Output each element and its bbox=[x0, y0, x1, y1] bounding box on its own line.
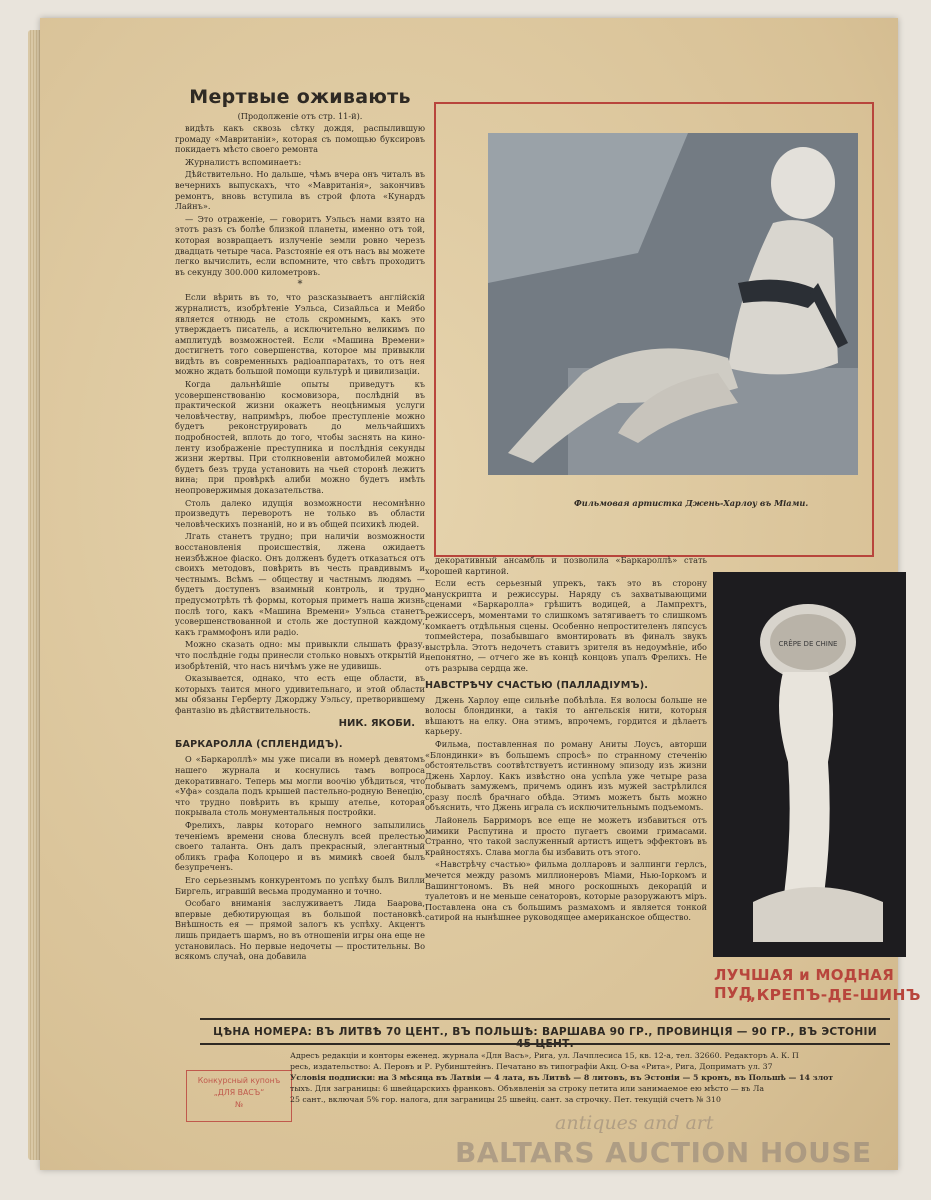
article-paragraph: Можно сказать одно: мы привыкли слышать фразу, что послѣдніе годы принесли столько новыхъ открытій и изобрѣтеній, что насъ ничѣмъ уже не удивишь. bbox=[175, 639, 425, 671]
middle-column bbox=[425, 555, 707, 925]
review-paragraph: Лайонель Барриморъ все еще не можетъ избавиться отъ мимики Распутина и просто пугаетъ своими гримасами. Странно, что такой заслуженный артистъ ищетъ эффектовъ въ крайностяхъ. Слава могла бы избавить отъ этого. bbox=[425, 815, 707, 857]
ad-brand: „КРЕПЪ-ДЕ-ШИНЪ bbox=[746, 986, 921, 1004]
powder-box-label: CRÊPE DE CHINE bbox=[778, 640, 838, 648]
review-paragraph: Фрелихъ, лавры котораго немного запылились теченіемъ времени снова блеснулъ всей прелестью своего таланта. Онъ далъ прекрасный, элегантный обликъ графа Колоцеро и въ мимикѣ своей былъ безупреченъ. bbox=[175, 820, 425, 873]
article-paragraph: видѣть какъ сквозь сѣтку дождя, распылившую громаду «Мавританіи», которая съ помощью буксировъ покидаетъ мѣсто своего ремонта bbox=[175, 123, 425, 155]
imprint-line: 25 сант., включая 5% гор. налога, для заграницы 25 швейц. сант. за строчку. Пет. текущій счетъ № 310 bbox=[290, 1095, 721, 1104]
price-line: ЦѢНА НОМЕРА: ВЪ ЛИТВѢ 70 ЦЕНТ., ВЪ ПОЛЬШѢ: ВАРШАВА 90 ГР., ПРОВИНЦІЯ — 90 ГР., ВЪ ЭСТОНІИ bbox=[213, 1026, 877, 1038]
article-signature: НИК. ЯКОБИ. bbox=[338, 718, 415, 730]
stamp-line: „ДЛЯ ВАСЪ“ bbox=[213, 1088, 265, 1097]
article-paragraph: Если вѣрить въ то, что разсказываетъ англійскій журналистъ, изобрѣтеніе Уэльса, Сизайльса и Мейбо является отнюдь не столь скромнымъ, какъ это утверждаетъ писатель, а исключительно великимъ по амплитудѣ возможностей. Если «Машина Времени» достигнетъ того совершенства, которое мы привыкли видѣть въ современныхъ радіоаппаратахъ, то отъ нея можно ждать большой помощи культурѣ и цивилизаціи. bbox=[175, 292, 425, 377]
review-paragraph: Джень Харлоу еще сильнѣе побѣлѣла. Ея волосы больше не волосы блондинки, а такія то ангельскія нити, которыя вѣшаютъ на елку. Она этимъ, впрочемъ, гордится и дѣлаетъ карьеру. bbox=[425, 694, 707, 737]
review-paragraph: «Навстрѣчу счастью» фильма долларовъ и залпинги герлсъ, мечется между разомъ миллионеровъ Міами, Нью-Іоркомъ и Вашингтономъ. Въ ней много роскошныхъ декорацій и туалетовъ и не меньше сенаторовъ, которые разоружаютъ міръ. Поставлена она съ большимъ размахомъ и является тонкой сатирой на нынѣшнее руководящее американское общество. bbox=[425, 859, 707, 923]
review-paragraph: О «Баркароллѣ» мы уже писали въ номерѣ девятомъ нашего журнала и коснулись тамъ вопроса декоративнаго. Теперь мы могли воочію убѣдиться, что «Уфа» создала подъ крышей пастельно-родную Венецію, что трудно повѣрить въ крышу ателье, которая покрывала столь монументальныя постройки. bbox=[175, 754, 425, 818]
stamp-line: № bbox=[234, 1100, 244, 1109]
footer-rule-top bbox=[200, 1018, 890, 1020]
imprint-line: тыхъ. Для заграницы: 6 швейцарскихъ франковъ. Объявленія за строку петита или занимаемое ею мѣсто — въ Ла bbox=[290, 1084, 765, 1093]
imprint-line: Условія подписки: на 3 мѣсяца въ Латвіи — 4 лата, въ Литвѣ — 8 литовъ, въ Эстоніи — 5 кронъ, въ Польшѣ — 14 злот bbox=[290, 1073, 834, 1082]
powder-ad-illustration bbox=[713, 572, 906, 957]
review-heading-navstrechu: НАВСТРѢЧУ СЧАСТЬЮ (ПАЛЛАДІУМЪ). bbox=[425, 679, 649, 691]
imprint-line: ресь, издательство: А. Перовъ и Р. Рубинштейнъ. Печатано въ типографіи Акц. О-ва «Рита», Рига, Доприматъ ул. 37 bbox=[290, 1062, 773, 1071]
watermark-tagline: antiques and art bbox=[555, 1112, 714, 1134]
article-paragraph: Когда дальнѣйшіе опыты приведутъ къ усовершенствованію космовизора, послѣдній въ практической жизни окажетъ неоцѣнимыя услуги человѣчеству, напримѣръ, любое преступленіе можно будетъ реконструировать до мельчайшихъ подробностей, вплоть до того, чтобы заснять на кино-ленту изображеніе преступника и послѣднія секунды жизни жертвы. При столкновеніи автомобилей можно будетъ безъ труда установить на чьей сторонѣ лежитъ вина; при провѣркѣ алиби можно будетъ имѣть неопровержимыя доказательства. bbox=[175, 379, 425, 495]
watermark-brand: BALTARS AUCTION HOUSE bbox=[455, 1136, 872, 1169]
actress-photo bbox=[488, 133, 858, 475]
imprint-block bbox=[290, 1050, 880, 1105]
article-column bbox=[175, 86, 425, 964]
actress-photo-illustration bbox=[488, 133, 858, 475]
review-paragraph: Его серьезнымъ конкурентомъ по успѣху былъ Вилли Биргель, игравшій весьма продуманно и точно. bbox=[175, 875, 425, 896]
stamp-line: Конкурсный купонъ bbox=[197, 1076, 281, 1085]
review-paragraph: Фильма, поставленная по роману Аниты Лоусъ, авторши «Блондинки» въ большемъ спросѣ» по странному стеченію обстоятельствъ соотвѣтствуетъ истинному эпизоду изъ жизни Джень Харлоу. Какъ извѣстно она успѣла уже четыре раза побывать замужемъ, причемъ одинъ изъ мужей застрѣлился сразу послѣ брачнаго обѣда. Этимъ можетъ быть можно объяснить, что Джень играла съ исключительнымъ подъемомъ. bbox=[425, 738, 707, 813]
footer-rule-bottom bbox=[200, 1043, 890, 1045]
review-paragraph: декоративный ансамбль и позволила «Баркароллѣ» стать хорошей картиной. bbox=[425, 555, 707, 576]
review-paragraph: Особаго вниманія заслуживаетъ Лида Баарова, впервые дебютирующая въ большой постановкѣ. Внѣшность ея — прямой залогъ къ успѣху. Акцентъ лишь придаетъ шармъ, но въ отношеніи игры она еще не установилась. Но первые недочеты — простительны. Во всякомъ случаѣ, она добавила bbox=[175, 898, 425, 962]
powder-advertisement bbox=[713, 572, 906, 957]
review-paragraph: Если есть серьезный упрекъ, такъ это въ сторону манускрипта и режиссуры. Наряду съ захватывающими сценами «Баркаролла» грѣшитъ водицей, а Лампрехтъ, режиссеръ, моментами то слишкомъ затягиваетъ то слишкомъ комкаетъ отдѣльныя сцены. Особенно непростителенъ ляпсусъ топмейстера, позабывшаго вмонтировать въ финалъ звукъ выстрѣла. Этотъ недочетъ ставитъ зрителя въ недоумѣніе, ибо непонятно, — отчего же въ концѣ концовъ упалъ Фрелихъ. Не отъ разрыва сердца же. bbox=[425, 578, 707, 673]
section-divider: * bbox=[297, 279, 303, 291]
photo-caption: Фильмовая артистка Джень-Харлоу въ Міами. bbox=[574, 498, 809, 508]
ad-slogan: ЛУЧШАЯ и МОДНАЯ ПУД bbox=[714, 966, 895, 1002]
coupon-stamp bbox=[186, 1070, 292, 1122]
article-title: Мертвые оживають bbox=[189, 86, 411, 108]
imprint-line: Адресъ редакціи и конторы еженед. журнала «Для Васъ», Рига, ул. Лачплесиса 15, кв. 12-а, тел. 32660. Редакторъ А. К. П bbox=[290, 1051, 799, 1060]
review-heading-barkarolla: БАРКАРОЛЛА (СПЛЕНДИДЪ). bbox=[175, 739, 343, 751]
article-paragraph: Дѣйствительно. Но дальше, чѣмъ вчера онъ читалъ въ вечернихъ выпускахъ, что «Мавританія», закончивъ ремонтъ, вновь вступила въ строй флота «Кунардъ Лайнъ». bbox=[175, 169, 425, 212]
article-paragraph: Журналистъ вспоминаетъ: bbox=[185, 156, 302, 167]
article-paragraph: Лгать станетъ трудно; при наличіи возможности восстановленія происшествія, лжена ожидаетъ неизбѣжное фіаско. Онъ долженъ будетъ отказаться отъ своихъ методовъ, повѣрить въ честь правдивымъ и честнымъ. Всѣмъ — обществу и частнымъ людямъ — будетъ доступенъ взаимный контроль, и трудно предусмотрѣть тѣ формы, которыя приметъ наша жизнь послѣ того, какъ «Машина Времени» Уэльса станетъ усовершенствованной и столь же доступной каждому, какъ граммофонъ или радіо. bbox=[175, 531, 425, 637]
continuation-note: (Продолженіе отъ стр. 11-й). bbox=[237, 111, 363, 121]
article-paragraph: — Это отраженіе, — говоритъ Уэльсъ нами взято на этотъ разъ съ болѣе близкой планеты, именно отъ той, которая возвращаетъ излученіе земли ровно черезъ двадцать четыре часа. Разстояніе ея отъ насъ вы можете легко вычислить, если вспомните, что свѣтъ проходитъ въ секунду 300.000 километровъ. bbox=[175, 213, 425, 277]
article-paragraph: Столь далеко идущія возможности несомнѣнно произведутъ переворотъ не только въ области человѣческихъ познаній, но и въ общей психикѣ людей. bbox=[175, 497, 425, 529]
article-paragraph: Оказывается, однако, что есть еще области, въ которыхъ таится много удивительнаго, и этой области мы обязаны Герберту Джорджу Уэльсу, претворившему фантазію въ дѣйствительность. bbox=[175, 673, 425, 715]
